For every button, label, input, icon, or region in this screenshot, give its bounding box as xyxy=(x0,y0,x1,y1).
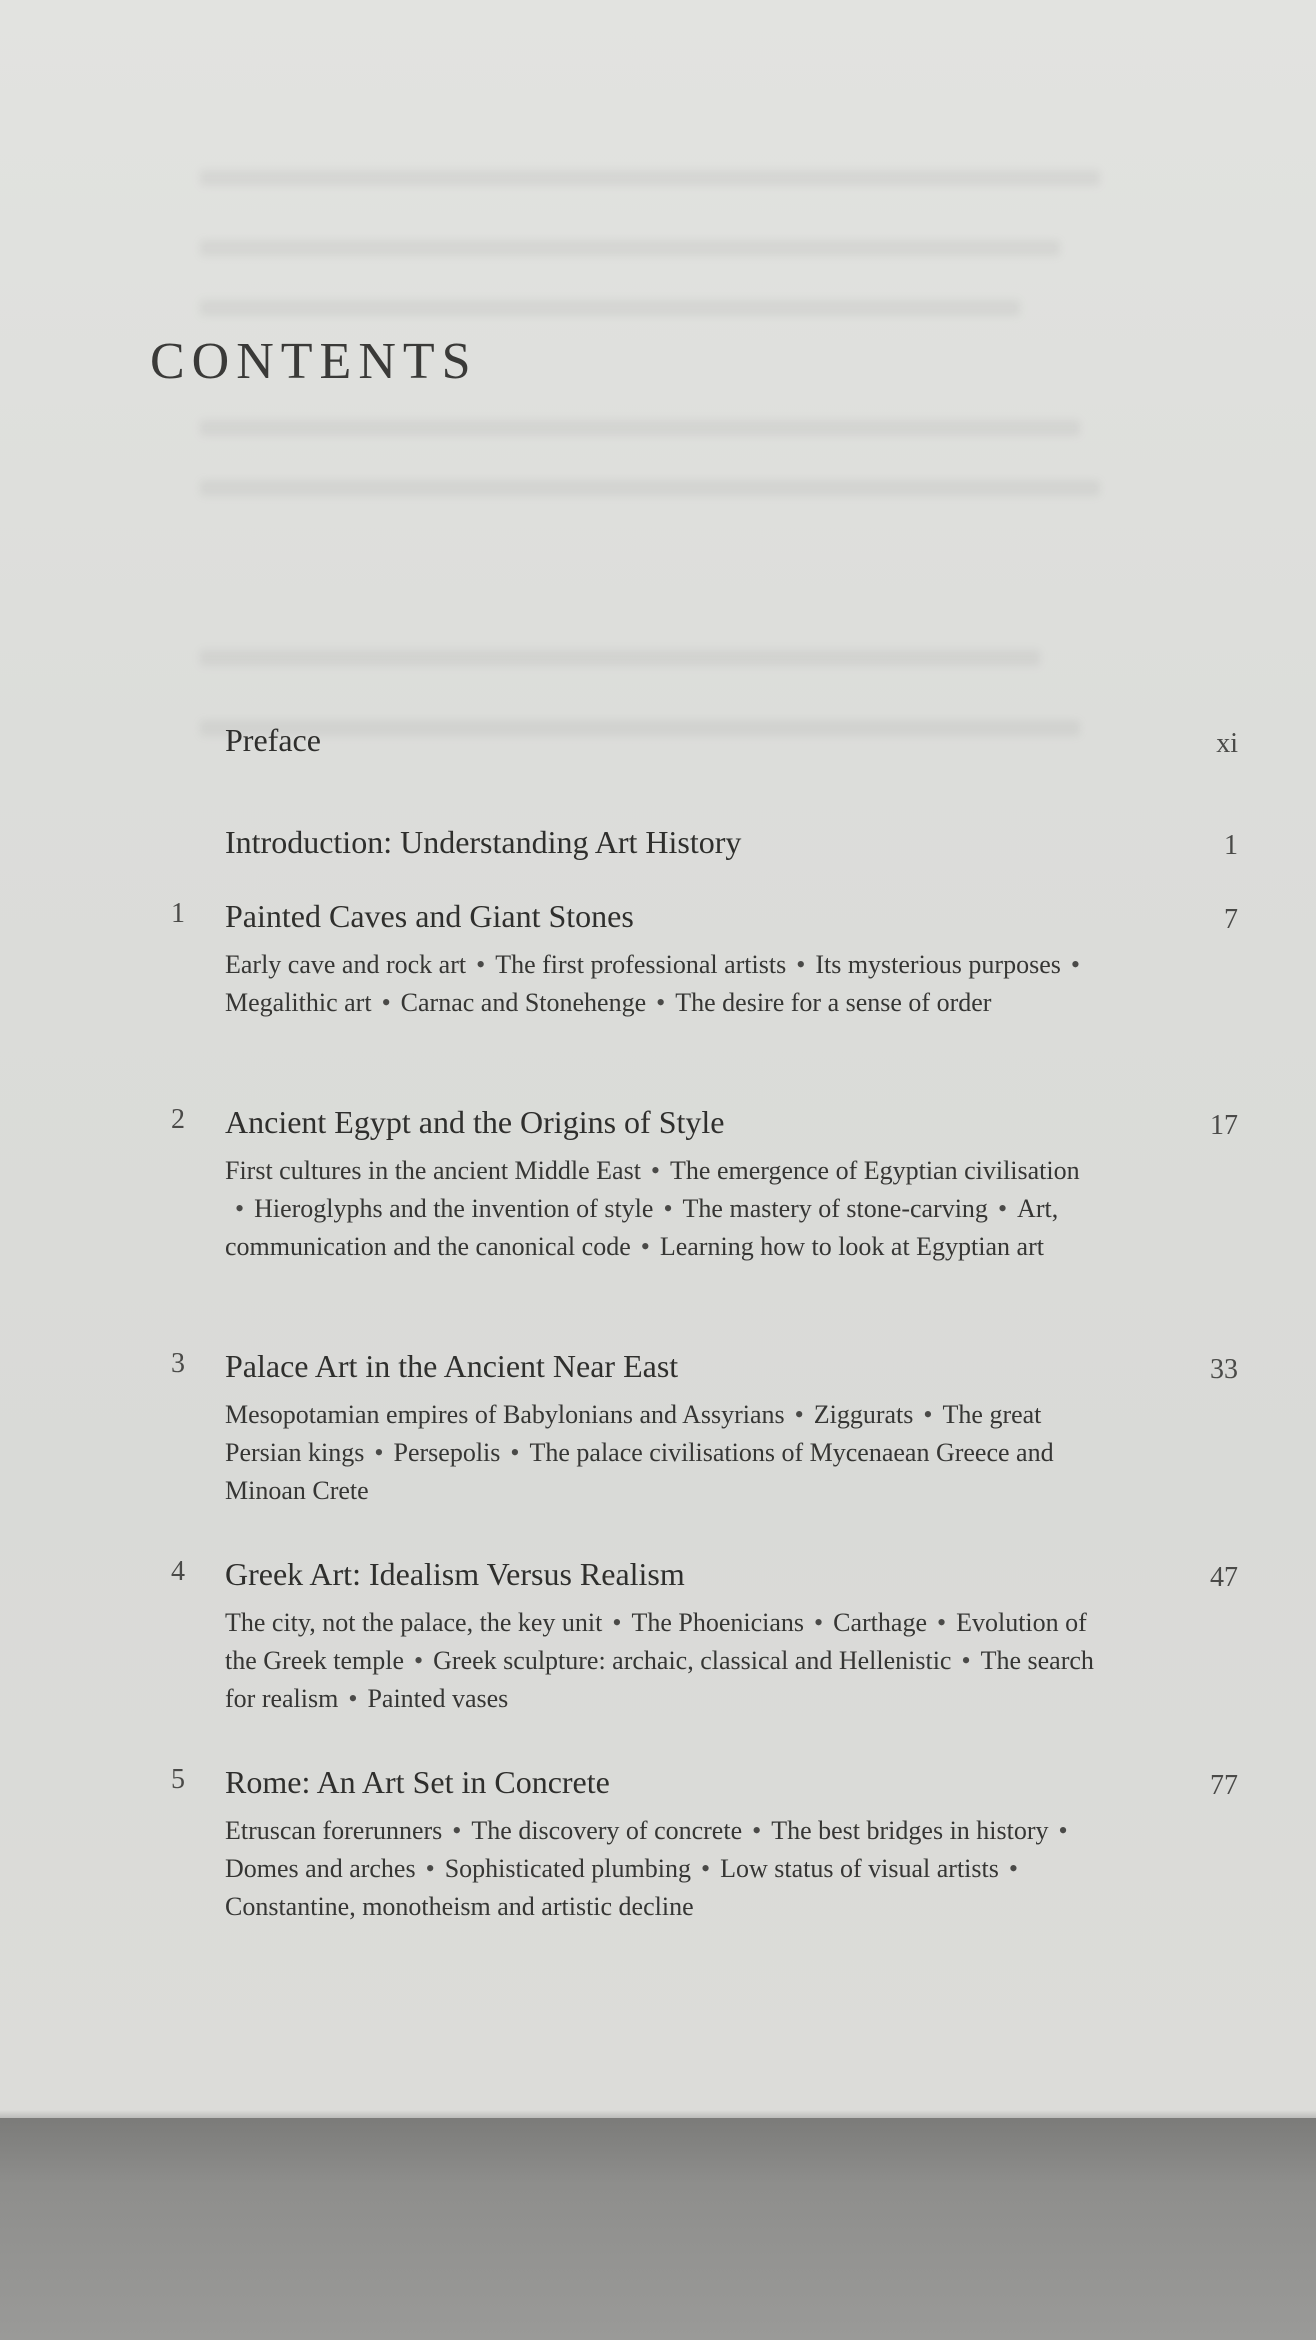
bullet-separator: • xyxy=(752,1816,762,1845)
bullet-separator: • xyxy=(961,1646,971,1675)
topic-text: The desire for a sense of order xyxy=(675,988,992,1017)
topic-text: Carthage xyxy=(833,1608,927,1637)
topic-text: Etruscan forerunners xyxy=(225,1816,443,1845)
chapter-description xyxy=(225,1152,1105,1266)
topic-text: Painted vases xyxy=(367,1684,509,1713)
chapter-description xyxy=(225,1812,1105,1926)
page-number: 33 xyxy=(1210,1354,1238,1385)
bullet-separator: • xyxy=(656,988,666,1017)
page-number: 7 xyxy=(1224,904,1238,935)
page-edge-shadow xyxy=(0,2110,1316,2118)
bullet-separator: • xyxy=(936,1608,947,1637)
chapter-description xyxy=(225,1396,1105,1510)
bullet-separator: • xyxy=(997,1194,1008,1223)
bullet-separator: • xyxy=(425,1854,435,1883)
topic-text: Evolution of the Greek temple xyxy=(225,1608,1087,1675)
topic-text: The discovery of concrete xyxy=(471,1816,743,1845)
chapter-title: Introduction: Understanding Art History xyxy=(225,824,742,860)
bleed-through-line xyxy=(200,480,1100,496)
bullet-separator: • xyxy=(414,1646,424,1675)
topic-text: First cultures in the ancient Middle East xyxy=(225,1156,641,1185)
bullet-separator: • xyxy=(814,1608,824,1637)
bleed-through-line xyxy=(200,240,1060,256)
bullet-separator: • xyxy=(452,1816,462,1845)
topic-text: Low status of visual artists xyxy=(720,1854,999,1883)
bullet-separator: • xyxy=(374,1438,384,1467)
topic-text: The city, not the palace, the key unit xyxy=(225,1608,603,1637)
chapter-number: 4 xyxy=(171,1556,185,1587)
topic-text: Its mysterious purposes xyxy=(815,950,1061,979)
chapter-title: Ancient Egypt and the Origins of Style xyxy=(225,1104,725,1140)
topic-text: Mesopotamian empires of Babylonians and Assyrians xyxy=(225,1400,785,1429)
topic-text: The palace civilisations of Mycenaean Greece and Minoan Crete xyxy=(225,1438,1054,1505)
topic-text: Sophisticated plumbing xyxy=(444,1854,691,1883)
bullet-separator: • xyxy=(796,950,806,979)
topic-text: Ziggurats xyxy=(813,1400,914,1429)
bullet-separator: • xyxy=(348,1684,358,1713)
bleed-through-line xyxy=(200,300,1020,316)
bullet-separator: • xyxy=(510,1438,520,1467)
topic-text: Early cave and rock art xyxy=(225,950,467,979)
page-number: 77 xyxy=(1210,1770,1238,1801)
bullet-separator: • xyxy=(650,1156,661,1185)
topic-text: Art, communication and the canonical code xyxy=(225,1194,1059,1261)
bleed-through-line xyxy=(200,170,1100,186)
bullet-separator: • xyxy=(700,1854,711,1883)
topic-text: Megalithic art xyxy=(225,988,372,1017)
chapter-title: Painted Caves and Giant Stones xyxy=(225,898,634,934)
bullet-separator: • xyxy=(663,1194,673,1223)
topic-text: Carnac and Stonehenge xyxy=(400,988,647,1017)
background-surface xyxy=(0,2118,1316,2340)
chapter-number: 1 xyxy=(171,898,185,929)
chapter-title: Rome: An Art Set in Concrete xyxy=(225,1764,610,1800)
topic-text: Domes and arches xyxy=(225,1854,416,1883)
chapter-description xyxy=(225,946,1105,1022)
topic-text: The mastery of stone-carving xyxy=(682,1194,988,1223)
chapter-title: Preface xyxy=(225,722,321,758)
page-number: xi xyxy=(1216,728,1238,759)
chapter-number: 2 xyxy=(171,1104,185,1135)
page-number: 17 xyxy=(1210,1110,1238,1141)
topic-text: Greek sculpture: archaic, classical and Hellenistic xyxy=(433,1646,952,1675)
topic-text: The first professional artists xyxy=(495,950,787,979)
bullet-separator: • xyxy=(923,1400,933,1429)
page-number: 1 xyxy=(1224,830,1238,861)
topic-text: Hieroglyphs and the invention of style xyxy=(254,1194,654,1223)
page-number: 47 xyxy=(1210,1562,1238,1593)
bullet-separator: • xyxy=(640,1232,650,1261)
bullet-separator: • xyxy=(476,950,486,979)
chapter-number: 3 xyxy=(171,1348,185,1379)
topic-text: Constantine, monotheism and artistic decline xyxy=(225,1892,694,1921)
bullet-separator: • xyxy=(1058,1816,1068,1845)
topic-text: The great Persian kings xyxy=(225,1400,1042,1467)
bullet-separator: • xyxy=(381,988,391,1017)
bullet-separator: • xyxy=(612,1608,622,1637)
topic-text: Learning how to look at Egyptian art xyxy=(659,1232,1044,1261)
topic-text: Persepolis xyxy=(393,1438,501,1467)
bullet-separator: • xyxy=(1070,950,1080,979)
chapter-title: Greek Art: Idealism Versus Realism xyxy=(225,1556,685,1592)
topic-text: The search for realism xyxy=(225,1646,1094,1713)
page-title: CONTENTS xyxy=(150,333,478,390)
bullet-separator: • xyxy=(794,1400,804,1429)
topic-text: The best bridges in history xyxy=(771,1816,1049,1845)
chapter-description xyxy=(225,1604,1105,1718)
bleed-through-line xyxy=(200,650,1040,666)
chapter-title: Palace Art in the Ancient Near East xyxy=(225,1348,679,1384)
chapter-number: 5 xyxy=(171,1764,185,1795)
topic-text: The Phoenicians xyxy=(631,1608,805,1637)
bullet-separator: • xyxy=(235,1194,245,1223)
bleed-through-line xyxy=(200,720,1080,736)
bleed-through-line xyxy=(200,420,1080,436)
bullet-separator: • xyxy=(1008,1854,1018,1883)
topic-text: The emergence of Egyptian civilisation xyxy=(670,1156,1080,1185)
